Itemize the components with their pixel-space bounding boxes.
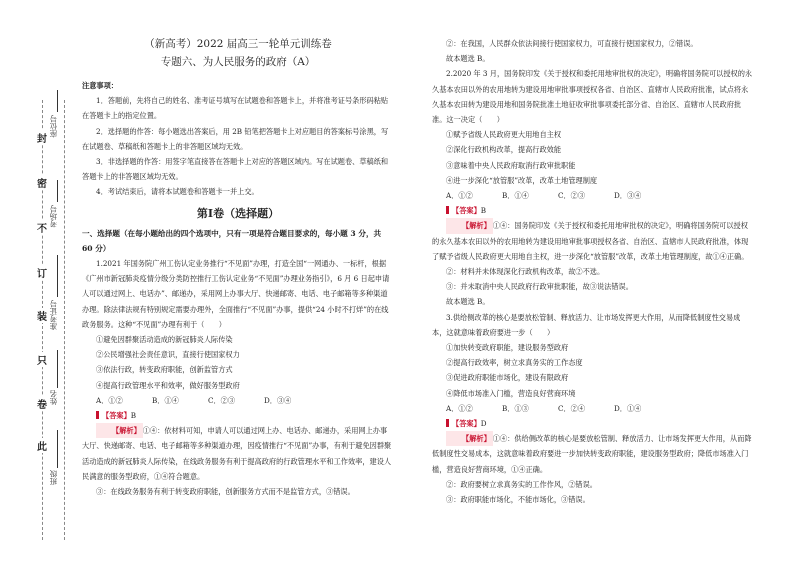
q1-answer: [82, 408, 394, 423]
choice-d: D．③④: [614, 191, 642, 201]
q3-answer: [432, 416, 754, 431]
q2-answer: [432, 203, 754, 218]
field-underline: [57, 430, 58, 468]
choice-a: A．①②: [446, 191, 473, 201]
binding-dash-line-inner: [64, 100, 65, 540]
answer-value: B: [130, 411, 137, 421]
q2-analysis: [432, 218, 754, 264]
field-underline: [57, 180, 58, 202]
answer-label: 【答案】: [452, 206, 481, 216]
margin-char: 不: [30, 220, 54, 235]
notice-item: 3．非选择题的作答：用签字笔直接答在答题卡上对应的答题区域内。写在试题卷、草稿纸和答题卡上的非答题区域均无效。: [82, 157, 389, 182]
q1-choices: [82, 393, 394, 408]
part-heading: 第Ⅰ卷（选择题）: [196, 206, 280, 220]
seat-number-field: 座位号: [50, 115, 64, 138]
section-heading: 一、选择题（在每小题给出的四个选项中，只有一项是符合题目要求的，每小题 3 分，共 60 分）: [82, 228, 382, 253]
field-underline: [57, 90, 58, 112]
field-underline: [57, 255, 58, 297]
analysis-text: ①④：供给侧改革的核心是要放松管制、释放活力、让市场发挥更大作用，从而降低制度性交易成本，这就意味着政府要进一步加快转变政府职能，建设服务型政府；降低市场准入门槛，营造良好营商环境，①④正确。: [432, 434, 752, 474]
q1-analysis-cont: ②：在我国，人民群众依法间接行使国家权力，可直接行使国家权力，②错误。: [446, 39, 698, 48]
analysis-label: 【解析】: [96, 423, 143, 438]
q2-option: ②深化行政机构改革，提高行政效能: [446, 145, 562, 155]
notice-item: 4．考试结束后，请将本试题卷和答题卡一并上交。: [96, 187, 259, 197]
binding-margin: [0, 0, 70, 562]
q3-option: ②提高行政效率，树立求真务实的工作态度: [446, 358, 583, 368]
margin-char: 订: [30, 265, 54, 280]
margin-char: 只: [30, 352, 54, 367]
q3-option: ①加快转变政府职能，建设服务型政府: [446, 343, 569, 353]
q1-option: ①避免因群聚活动造成的新冠肺炎人际传染: [96, 335, 233, 345]
q1-analysis-tail: ③：在线政务服务有利于转变政府职能，创新服务方式而不是监管方式，③错误。: [96, 487, 355, 497]
pick-answer: 故本题选 B。: [446, 54, 490, 64]
q3-analysis-tail: ③：政府职能市场化，不能市场化，③错误。: [446, 495, 590, 505]
q3-option: ③促进政府职能市场化，建设有限政府: [446, 373, 569, 383]
q1-analysis: [82, 423, 394, 484]
choice-c: C．②③: [208, 395, 236, 405]
question-1: 1.2021 年国务院广州工伤认定业务推行“不见面”办理，打造全国“一网通办、一标杆，根据《广州市新冠肺炎疫情分级分类防控推行工伤认定业务“不见面”办理业务指引》，6 月 6 日起申请人可以通过网上、电话办”、邮递办，采用网上办事大厅、快递邮寄、电话、电子邮箱等多种渠道办理。除法律法规有特别规定需要办理外，全面推行“不见面”办事，提供“24 小时不打烊”的在线政务服务。这种“不见面”办理有利于（ ）: [82, 259, 390, 329]
answer-value: D: [480, 419, 487, 429]
notice-item: 2．选择题的作答：每小题选出答案后，用 2B 铅笔把答题卡上对应题目的答案标号涂黑，写在试题卷、草稿纸和答题卡上的非答题区域均无效。: [82, 126, 389, 151]
right-column: [432, 36, 754, 507]
choice-d: D．③④: [264, 395, 292, 405]
choice-d: D．①④: [614, 403, 642, 413]
margin-char: 装: [30, 308, 54, 323]
name-field: 姓名: [50, 390, 64, 405]
q3-analysis: [432, 431, 754, 477]
exam-room-field: 考场号: [50, 205, 64, 228]
analysis-text: ①④：国务院印发《关于授权和委托用地审批权的决定》，明确将国务院可以授权的永久基本农田以外的农用地转为建设用地审批事项授权各省、自治区、直辖市人民政府批准，体现了赋予省级人民政府更大用地自主权，进一步深化“放管服”改革，改革土地管理制度，故①④正确。: [432, 221, 749, 261]
question-3: 3.供给侧改革的核心是要放松管制、释放活力、让市场发挥更大作用，从而降低制度性交易成本，这就意味着政府要进一步（ ）: [432, 312, 741, 337]
margin-char: 卷: [30, 396, 54, 411]
q3-option: ④降低市场准入门槛，营造良好营商环境: [446, 388, 576, 398]
left-column: [82, 36, 394, 499]
q2-choices: [432, 188, 754, 203]
analysis-label: 【解析】: [446, 431, 493, 446]
choice-c: C．②③: [558, 191, 586, 201]
q1-option: ②公民增强社会责任意识，直接行使国家权力: [96, 350, 240, 360]
q1-option: ④提高行政管理水平和效率，做好服务型政府: [96, 380, 240, 390]
answer-marker: [446, 419, 449, 427]
exam-title: （新高考）2022 届高三一轮单元训练卷: [144, 38, 332, 50]
analysis-text: ①④：依材料可知，申请人可以通过网上办、电话办、邮递办，采用网上办事大厅、快递邮寄、电话、电子邮箱等多种渠道办理，因疫情推行“不见面”办事，有利于避免因群聚活动造成的新冠肺炎人际传染，在线政务服务有利于提高政府的行政管理水平和工作效率，建设人民满意的服务型政府，①④符合题意。: [82, 426, 392, 481]
question-2: 2.2020 年 3 月，国务院印发《关于授权和委托用地审批权的决定》，明确将国务院可以授权的永久基本农田以外的农用地转为建设用地审批事项授权各省、自治区、直辖市人民政府批准，试点将永久基本农田转为建设用地和国务院批准土地征收审批事项委托部分省、自治区、直辖市人民政府批准。这一决定（ ）: [432, 69, 753, 125]
q2-option: ④进一步深化“放管服”改革，改革土地管理制度: [446, 175, 598, 185]
q2-analysis-tail: ②：材料并未体现深化行政机构改革，故②不选。: [446, 267, 605, 277]
answer-value: B: [480, 206, 487, 216]
margin-char: 封: [30, 130, 54, 145]
notice-item: 1．答题前，先将自己的姓名、准考证号填写在试题卷和答题卡上，并将准考证号条形码粘贴在答题卡上的指定位置。: [82, 96, 389, 121]
choice-b: B．①④: [502, 191, 529, 201]
choice-c: C．②④: [558, 403, 586, 413]
q2-analysis-tail: ③：并未取消中央人民政府行政审批职能，故③说法错误。: [446, 282, 633, 292]
field-underline: [57, 350, 58, 388]
margin-char: 密: [30, 175, 54, 190]
choice-b: B．①④: [152, 395, 179, 405]
q3-analysis-tail: ②：政府要树立求真务实的工作作风，②错误。: [446, 479, 597, 489]
q2-option: ③意味着中央人民政府取消行政审批职能: [446, 160, 576, 170]
notice-heading: 注意事项：: [82, 81, 118, 90]
class-field: 班级: [50, 470, 64, 485]
analysis-label: 【解析】: [446, 218, 493, 233]
answer-marker: [446, 206, 449, 214]
q2-option: ①赋予省级人民政府更大用地自主权: [446, 130, 562, 140]
pick-answer: 故本题选 B。: [446, 297, 490, 307]
choice-a: A．①②: [446, 403, 473, 413]
admission-number-field: 准考证号: [50, 300, 64, 330]
answer-label: 【答案】: [102, 411, 131, 421]
answer-label: 【答案】: [452, 419, 481, 429]
q1-option: ③依法行政，转变政府职能，创新监管方式: [96, 365, 233, 375]
choice-a: A．①②: [96, 395, 123, 405]
choice-b: B．①③: [502, 403, 529, 413]
q3-choices: [432, 401, 754, 416]
answer-marker: [96, 411, 99, 419]
margin-char: 此: [30, 438, 54, 453]
exam-subtitle: 专题六、为人民服务的政府（A）: [160, 56, 316, 68]
